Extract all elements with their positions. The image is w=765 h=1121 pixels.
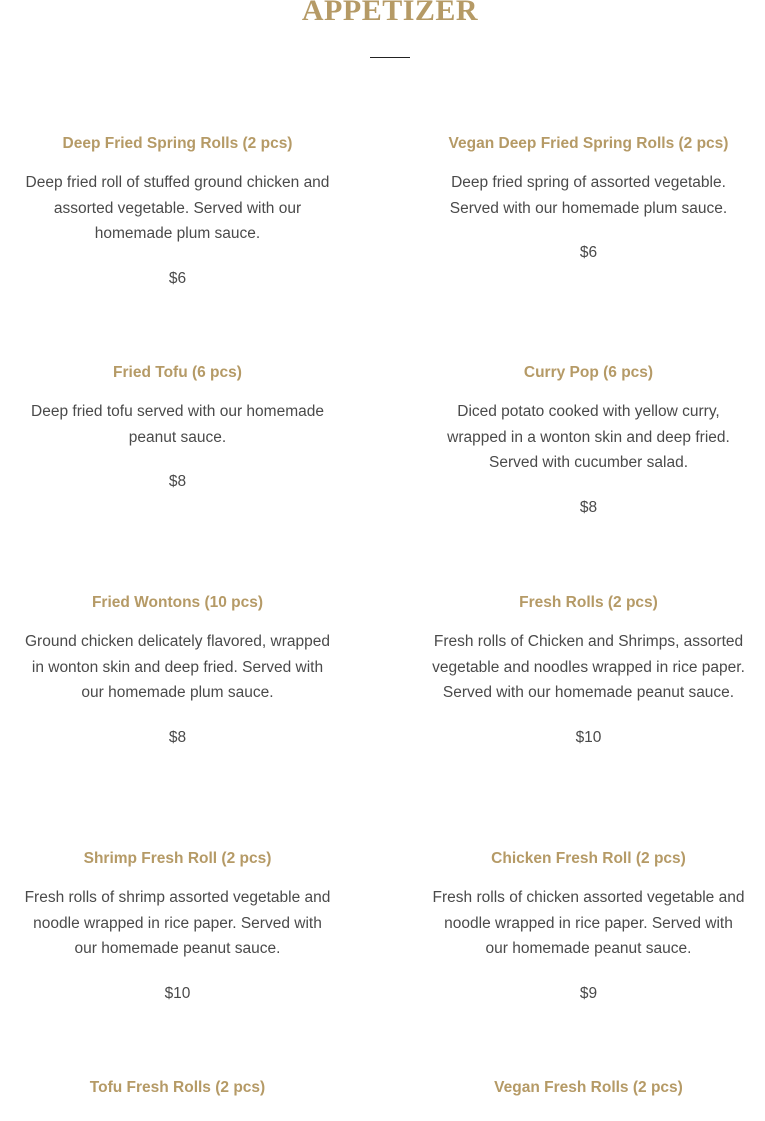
menu-item <box>431 1078 746 1098</box>
item-name: Shrimp Fresh Roll (2 pcs) <box>83 850 272 867</box>
item-price: $9 <box>579 985 598 1003</box>
menu-item <box>431 134 746 263</box>
item-description: Deep fried roll of stuffed ground chicken and assorted vegetable. Served with our homemade plum sauce. <box>25 174 330 243</box>
item-name: Vegan Fresh Rolls (2 pcs) <box>494 1079 683 1096</box>
item-name: Deep Fried Spring Rolls (2 pcs) <box>62 135 293 152</box>
item-price: $6 <box>168 270 187 288</box>
item-price: $8 <box>168 729 187 747</box>
menu-item <box>20 849 335 1004</box>
item-name: Tofu Fresh Rolls (2 pcs) <box>89 1079 266 1096</box>
item-description: Deep fried tofu served with our homemade peanut sauce. <box>31 403 324 446</box>
item-name: Chicken Fresh Roll (2 pcs) <box>491 850 686 867</box>
menu-item <box>431 593 746 748</box>
item-description: Fresh rolls of Chicken and Shrimps, assorted vegetable and noodles wrapped in rice paper. Served with our homemade peanut sauce. <box>432 633 745 702</box>
item-name: Curry Pop (6 pcs) <box>523 364 654 381</box>
title-divider <box>370 57 410 58</box>
item-price: $6 <box>579 244 598 262</box>
item-description: Deep fried spring of assorted vegetable. Served with our homemade plum sauce. <box>449 174 728 217</box>
menu-item <box>20 1078 335 1098</box>
menu-item <box>431 849 746 1004</box>
item-price: $10 <box>164 985 191 1003</box>
item-price: $10 <box>575 729 602 747</box>
item-description: Fresh rolls of chicken assorted vegetable and noodle wrapped in rice paper. Served with our homemade peanut sauce. <box>432 889 745 958</box>
item-price: $8 <box>168 473 187 491</box>
item-price: $8 <box>579 499 598 517</box>
item-description: Fresh rolls of shrimp assorted vegetable and noodle wrapped in rice paper. Served with our homemade peanut sauce. <box>24 889 331 958</box>
item-name: Fried Wontons (10 pcs) <box>91 594 264 611</box>
menu-item <box>20 363 335 492</box>
menu-item <box>20 134 335 289</box>
item-name: Fried Tofu (6 pcs) <box>113 364 242 381</box>
menu-item <box>431 363 746 518</box>
item-name: Fresh Rolls (2 pcs) <box>519 594 658 611</box>
item-name: Vegan Deep Fried Spring Rolls (2 pcs) <box>448 135 729 152</box>
item-description: Diced potato cooked with yellow curry, wrapped in a wonton skin and deep fried. Served with cucumber salad. <box>447 403 730 472</box>
section-title: APPETIZER <box>301 0 479 27</box>
item-description: Ground chicken delicately flavored, wrapped in wonton skin and deep fried. Served with our homemade plum sauce. <box>24 633 330 702</box>
menu-item <box>20 593 335 748</box>
